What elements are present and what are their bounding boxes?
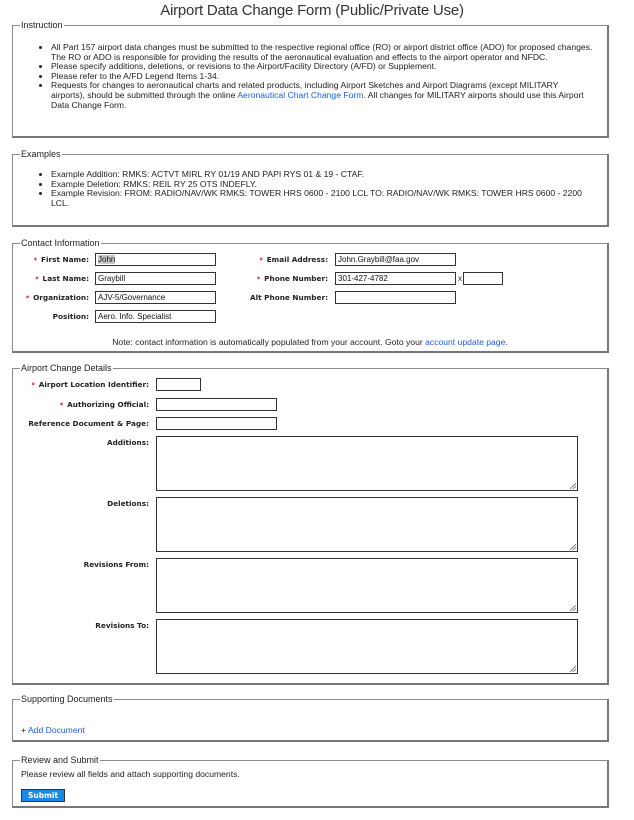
additions-textarea[interactable]	[156, 436, 578, 491]
details-legend: Airport Change Details	[21, 363, 112, 373]
list-item: • Please refer to the A/FD Legend Items 1-34.	[51, 72, 593, 82]
alt-phone-input[interactable]	[335, 291, 456, 304]
revisions-to-textarea[interactable]	[156, 619, 578, 674]
review-text: Please review all fields and attach supporting documents.	[21, 769, 240, 779]
plus-icon: +	[21, 725, 28, 735]
phone-input[interactable]: 301-427-4782	[335, 272, 456, 285]
examples-section	[12, 149, 609, 227]
examples-list	[13, 170, 593, 208]
submit-button[interactable]: Submit	[21, 789, 65, 802]
ext-label: x	[458, 274, 462, 283]
contact-note	[13, 337, 607, 347]
alt-phone-label: Alt Phone Number:	[249, 293, 328, 302]
first-name-value: John	[98, 255, 116, 264]
examples-legend: Examples	[21, 149, 61, 159]
authorizing-official-input[interactable]	[156, 398, 277, 411]
add-document	[21, 725, 85, 735]
contact-section	[12, 238, 609, 353]
last-name-label: • Last Name:	[13, 274, 89, 283]
email-input[interactable]: John.Graybill@faa.gov	[335, 253, 456, 266]
list-item: • Please specify additions, deletions, or revisions to the Airport/Facility Directory (A/FD) or Supplement.	[51, 62, 593, 72]
item-text: Requests for changes to aeronautical charts and related products, including Airport Sketches and Airport Diagrams (except MILITARY airports), should be submitted through the online	[51, 80, 559, 100]
list-item: • All Part 157 airport data changes must be submitted to the respective regional office (RO) or airport district office (ADO) for proposed changes. The RO or ADO is responsible for providing the results of the aeronautical evaluation and effects to the airport operator and NFDC.	[51, 43, 593, 62]
review-legend: Review and Submit	[21, 755, 99, 765]
additions-label: Additions:	[106, 438, 149, 447]
authorizing-official-label: • Authorizing Official:	[13, 400, 149, 409]
list-item: • Example Deletion: RMKS: REIL RY 25 OTS INDEFLY.	[51, 180, 593, 190]
email-label: • Email Address:	[193, 255, 328, 264]
page-title: Airport Data Change Form (Public/Private Use)	[160, 2, 464, 19]
item-text: . All changes for MILITARY airports should use this Airport Data Change Form.	[51, 89, 584, 110]
deletions-label: Deletions:	[107, 499, 149, 508]
docs-legend: Supporting Documents	[21, 694, 113, 704]
last-name-input[interactable]: Graybill	[95, 272, 216, 285]
organization-label: • Organization:	[13, 293, 89, 302]
position-label: Position:	[52, 312, 89, 321]
reference-document-label: Reference Document & Page:	[28, 419, 149, 428]
list-item	[51, 81, 593, 110]
chart-change-form-link[interactable]: Aeronautical Chart Change Form	[237, 89, 364, 100]
organization-input[interactable]: AJV-5/Governance	[95, 291, 216, 304]
note-text: Note: contact information is automatically populated from your account. Goto your	[112, 337, 426, 347]
instruction-legend: Instruction	[21, 20, 63, 30]
reference-document-input[interactable]	[156, 417, 277, 430]
airport-change-details-section	[12, 363, 609, 685]
instruction-section	[12, 20, 609, 138]
review-submit-section	[12, 755, 609, 808]
add-document-link[interactable]: Add Document	[27, 725, 85, 735]
phone-label: • Phone Number:	[193, 274, 328, 283]
position-input[interactable]: Aero. Info. Specialist	[95, 310, 216, 323]
instruction-list	[13, 43, 593, 110]
account-update-link[interactable]: account update page	[425, 337, 506, 347]
revisions-from-label: Revisions From:	[83, 560, 149, 569]
ali-label: • Airport Location Identifier:	[13, 380, 149, 389]
supporting-documents-section	[12, 694, 609, 742]
contact-legend: Contact Information	[21, 238, 100, 248]
airport-location-identifier-input[interactable]	[156, 378, 201, 391]
phone-ext-input[interactable]	[463, 272, 503, 285]
deletions-textarea[interactable]	[156, 497, 578, 552]
note-end: .	[505, 337, 508, 347]
first-name-label: • First Name:	[13, 255, 89, 264]
list-item: • Example Revision: FROM: RADIO/NAV/WK RMKS: TOWER HRS 0600 - 2100 LCL TO: RADIO/NAV/WK RMKS: TOWER HRS 0600 - 2200 LCL.	[51, 189, 593, 208]
revisions-to-label: Revisions To:	[95, 621, 149, 630]
list-item: • Example Addition: RMKS: ACTVT MIRL RY 01/19 AND PAPI RYS 01 & 19 - CTAF.	[51, 170, 593, 180]
revisions-from-textarea[interactable]	[156, 558, 578, 613]
